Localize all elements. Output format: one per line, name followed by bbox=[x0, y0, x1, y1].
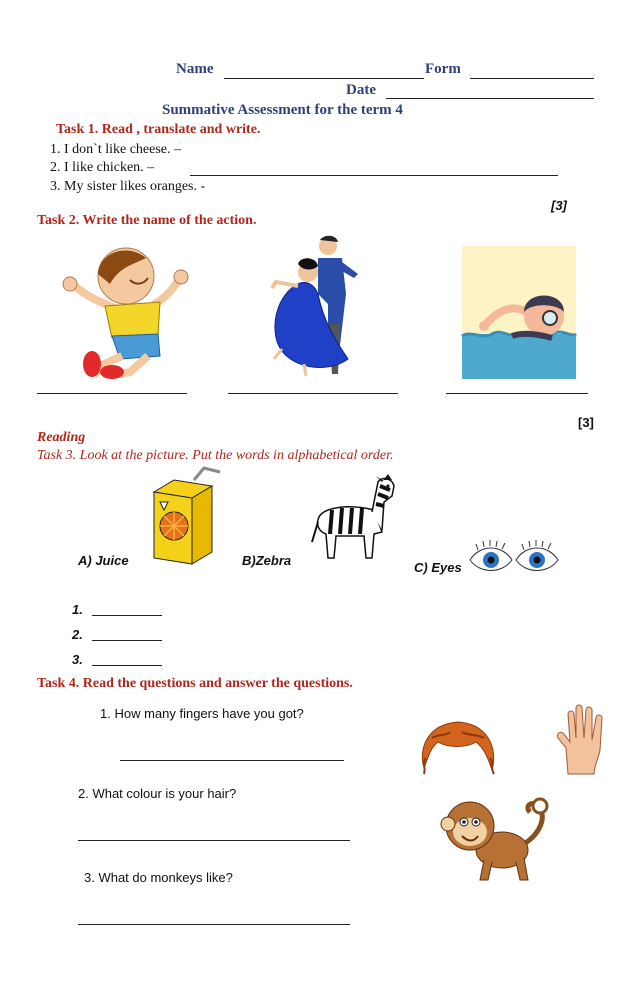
task4-heading bbox=[37, 676, 353, 692]
question-1: 1. How many fingers have you got? bbox=[100, 706, 304, 721]
juice-box-illustration bbox=[150, 466, 222, 566]
action-answer-line-1[interactable] bbox=[37, 393, 187, 394]
order-number-2: 2. bbox=[72, 627, 83, 642]
task1-answer-line-2[interactable] bbox=[190, 175, 558, 176]
option-c-eyes: C) Eyes bbox=[414, 560, 462, 575]
jumping-boy-illustration bbox=[60, 244, 195, 384]
task1-heading: Task 1. Read , translate and write. bbox=[56, 122, 261, 137]
action-answer-line-3[interactable] bbox=[446, 393, 588, 394]
task1-item-1: 1. I don`t like cheese. – bbox=[50, 142, 182, 157]
swimmer-illustration bbox=[462, 246, 576, 379]
action-answer-line-2[interactable] bbox=[228, 393, 398, 394]
hand-illustration bbox=[554, 704, 614, 778]
form-label: Form bbox=[425, 61, 461, 77]
order-answer-line-2[interactable] bbox=[92, 640, 162, 641]
order-answer-line-3[interactable] bbox=[92, 665, 162, 666]
task4-heading-text: Task 4. Read the questions and answer the questions. bbox=[37, 676, 353, 691]
answer-line-1[interactable] bbox=[120, 760, 344, 761]
eyes-illustration bbox=[468, 540, 560, 578]
hair-illustration bbox=[418, 718, 498, 776]
name-line[interactable] bbox=[224, 78, 424, 79]
zebra-illustration bbox=[312, 472, 398, 564]
date-label: Date bbox=[346, 82, 376, 98]
task3-heading: Task 3. Look at the picture. Put the words in alphabetical order. bbox=[37, 448, 394, 463]
task1-score: [3] bbox=[551, 198, 567, 213]
task1-item-3: 3. My sister likes oranges. - bbox=[50, 179, 206, 194]
option-a-juice: A) Juice bbox=[78, 553, 129, 568]
name-label: Name bbox=[176, 61, 214, 77]
task1-item-2: 2. I like chicken. – bbox=[50, 160, 155, 175]
dancing-couple-illustration bbox=[258, 234, 368, 384]
order-answer-line-1[interactable] bbox=[92, 615, 162, 616]
task2-score: [3] bbox=[578, 415, 594, 430]
date-line[interactable] bbox=[386, 98, 594, 99]
form-line[interactable] bbox=[470, 78, 594, 79]
task2-heading: Task 2. Write the name of the action. bbox=[37, 213, 257, 228]
order-number-1: 1. bbox=[72, 602, 83, 617]
page-title: Summative Assessment for the term 4 bbox=[162, 102, 403, 118]
answer-line-2[interactable] bbox=[78, 840, 350, 841]
order-number-3: 3. bbox=[72, 652, 83, 667]
question-3: 3. What do monkeys like? bbox=[84, 870, 233, 885]
question-2: 2. What colour is your hair? bbox=[78, 786, 237, 801]
reading-label: Reading bbox=[37, 430, 86, 445]
answer-line-3[interactable] bbox=[78, 924, 350, 925]
option-b-zebra: B)Zebra bbox=[242, 553, 292, 568]
monkey-illustration bbox=[440, 796, 552, 886]
